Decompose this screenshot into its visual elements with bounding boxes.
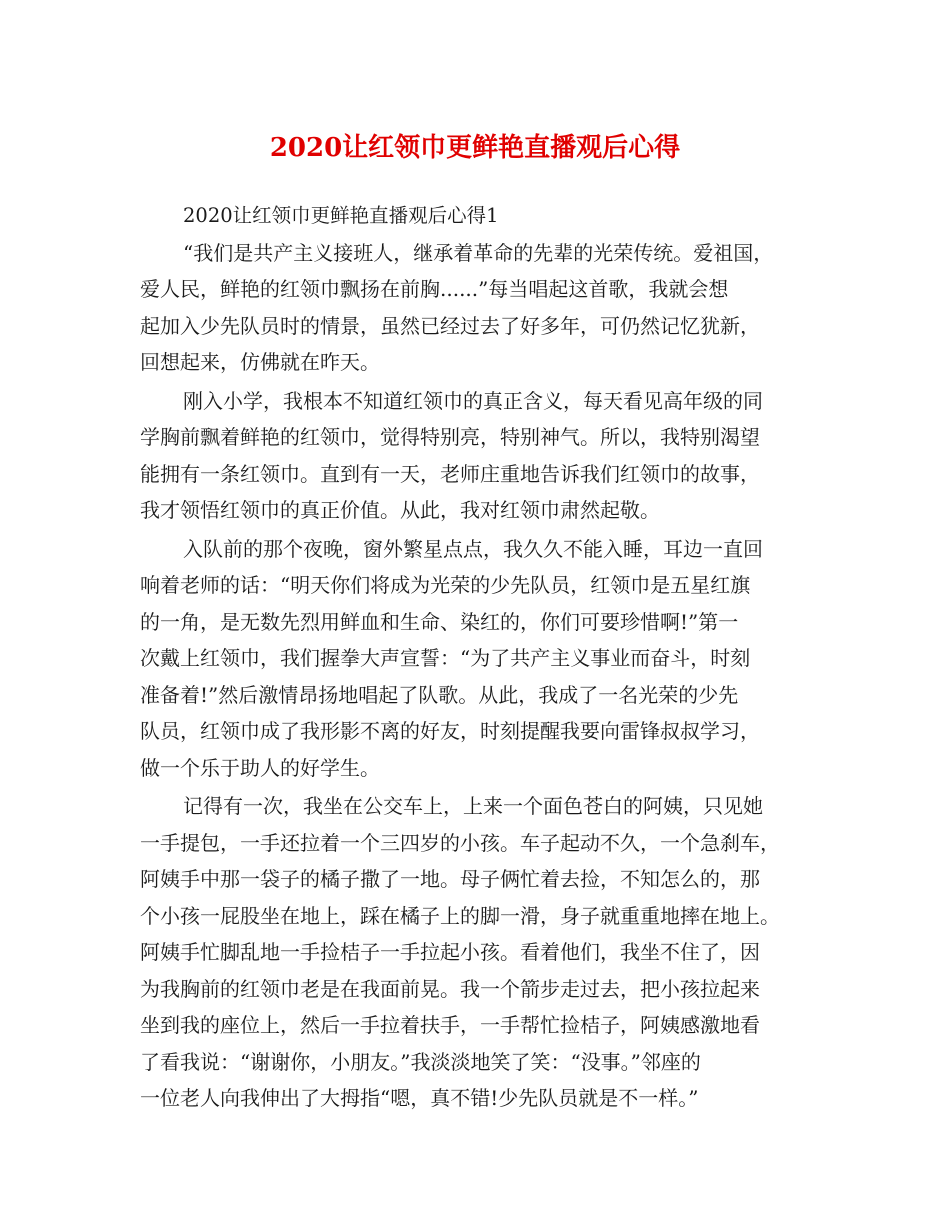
paragraph-line: 刚入小学，我根本不知道红领巾的真正含义，每天看见高年级的同 bbox=[183, 388, 763, 413]
paragraph-3 bbox=[140, 531, 830, 787]
section-heading: 2020让红领巾更鲜艳直播观后心得1 bbox=[183, 204, 499, 227]
paragraph-line: 响着老师的话：“明天你们将成为光荣的少先队员，红领巾是五星红旗 bbox=[140, 573, 751, 597]
paragraph-line: 阿姨手忙脚乱地一手捡桔子一手拉起小孩。看着他们，我坐不住了，因 bbox=[140, 940, 760, 964]
paragraph-line: “我们是共产主义接班人，继承着革命的先辈的光荣传统。爱祖国， bbox=[183, 240, 774, 265]
paragraph-line: 阿姨手中那一袋子的橘子撒了一地。母子俩忙着去捡，不知怎么的，那 bbox=[140, 867, 760, 891]
paragraph-line: 为我胸前的红领巾老是在我面前晃。我一个箭步走过去，把小孩拉起来 bbox=[140, 976, 760, 1001]
paragraph-line: 学胸前飘着鲜艳的红领巾，觉得特别亮，特别神气。所以，我特别渴望 bbox=[140, 425, 760, 449]
paragraph-1 bbox=[140, 235, 830, 381]
paragraph-line: 了看我说：“谢谢你，小朋友。”我淡淡地笑了笑：“没事。”邻座的 bbox=[140, 1049, 701, 1074]
paragraph-line: 次戴上红领巾，我们握拳大声宣誓：“为了共产主义事业而奋斗，时刻 bbox=[140, 646, 751, 670]
paragraph-line: 起加入少先队员时的情景，虽然已经过去了好多年，可仍然记忆犹新， bbox=[140, 313, 760, 338]
paragraph-line: 准备着!”然后激情昂扬地唱起了队歌。从此，我成了一名光荣的少先 bbox=[140, 682, 739, 707]
paragraph-line: 队员，红领巾成了我形影不离的好友，时刻提醒我要向雷锋叔叔学习， bbox=[140, 719, 760, 743]
paragraph-line: 爱人民，鲜艳的红领巾飘扬在前胸......”每当唱起这首歌，我就会想 bbox=[140, 277, 729, 301]
paragraph-line: 记得有一次，我坐在公交车上，上来一个面色苍白的阿姨，只见她 bbox=[183, 794, 763, 818]
paragraph-line: 个小孩一屁股坐在地上，踩在橘子上的脚一滑，身子就重重地摔在地上。 bbox=[140, 903, 780, 928]
paragraph-2 bbox=[140, 383, 830, 529]
paragraph-line: 坐到我的座位上，然后一手拉着扶手，一手帮忙捡桔子，阿姨感激地看 bbox=[140, 1013, 760, 1037]
paragraph-line: 入队前的那个夜晚，窗外繁星点点，我久久不能入睡，耳边一直回 bbox=[183, 536, 763, 561]
paragraph-line: 一手提包，一手还拉着一个三四岁的小孩。车子起动不久，一个急刹车， bbox=[140, 830, 780, 855]
document-body bbox=[140, 198, 830, 1117]
paragraph-line: 做一个乐于助人的好学生。 bbox=[140, 755, 380, 780]
paragraph-line: 的一角，是无数先烈用鲜血和生命、染红的，你们可要珍惜啊!”第一 bbox=[140, 609, 739, 634]
paragraph-4 bbox=[140, 788, 830, 1117]
paragraph-line: 我才领悟红领巾的真正价值。从此，我对红领巾肃然起敬。 bbox=[140, 498, 660, 522]
document-title: 2020让红领巾更鲜艳直播观后心得 bbox=[269, 133, 681, 163]
paragraph-line: 一位老人向我伸出了大拇指“嗯，真不错!少先队员就是不一样。” bbox=[140, 1086, 699, 1110]
paragraph-line: 能拥有一条红领巾。直到有一天，老师庄重地告诉我们红领巾的故事， bbox=[140, 461, 760, 486]
paragraph-line: 回想起来，仿佛就在昨天。 bbox=[140, 350, 380, 374]
